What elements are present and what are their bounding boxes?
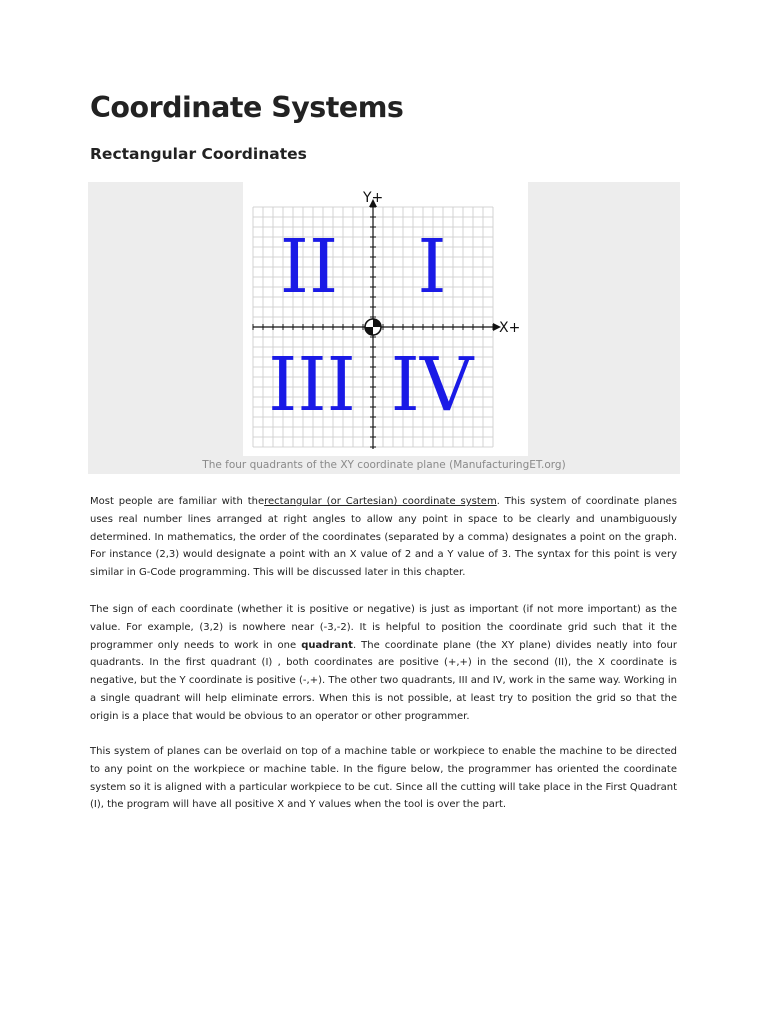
- quadrant-iii-label: III: [268, 342, 356, 428]
- paragraph-2: [90, 601, 677, 726]
- quadrant-diagram-svg: [243, 182, 528, 456]
- paragraph-1-text-start: Most people are familiar with the: [90, 496, 265, 507]
- origin-symbol-icon: [365, 319, 381, 335]
- y-axis-label: Y+: [363, 190, 384, 206]
- paragraph-2-text-end: . The coordinate plane (the XY plane) divides neatly into four quadrants. In the first quadrant (I) , both coordinates are positive (+,+) in the second (II), the X coordinate is negative, but the Y coordinate is positive (-,+). The other two quadrants, III and IV, work in the same way. Working in a single quadrant will help eliminate errors. When this is not possible, at least try to position the grid so that the origin is a place that would be obvious to an operator or other programmer.: [90, 639, 677, 722]
- paragraph-3: This system of planes can be overlaid on top of a machine table or workpiece to enable the machine to be directed to any point on the workpiece or machine table. In the figure below, the programmer has oriented the coordinate system so it is aligned with a particular workpiece to be cut. Since all the cutting will take place in the First Quadrant (I), the program will have all positive X and Y values when the tool is over the part.: [90, 746, 677, 811]
- section-heading: Rectangular Coordinates: [90, 145, 307, 163]
- cartesian-system-link[interactable]: rectangular (or Cartesian) coordinate system: [264, 496, 497, 507]
- quadrant-ii-label: II: [279, 224, 339, 310]
- paragraph-1-text-end: . This system of coordinate planes uses real number lines arranged at right angles to allow any point in space to be clearly and unambiguously determined. In mathematics, the order of the coordinates (separated by a comma) designates a point on the graph. For instance (2,3) would designate a point with an X value of 2 and a Y value of 3. The syntax for this point is very similar in G-Code programming. This will be discussed later in this chapter.: [90, 496, 677, 579]
- paragraph-2-text-start: The sign of each coordinate (whether it is positive or negative) is just as important (if not more important) as the value. For example, (3,2) is nowhere near (-3,-2). It is helpful to position the coordinate grid such that it the programmer only needs to work in one: [90, 604, 677, 651]
- quadrant-i-label: I: [417, 224, 447, 310]
- quadrant-diagram: [243, 182, 528, 456]
- quadrant-iv-label: IV: [390, 342, 474, 428]
- page-title: Coordinate Systems: [90, 91, 404, 124]
- x-axis-label: X+: [499, 320, 521, 336]
- figure-panel: [88, 182, 680, 474]
- quadrant-term: quadrant: [301, 639, 353, 651]
- figure-caption: The four quadrants of the XY coordinate plane (ManufacturingET.org): [202, 459, 566, 471]
- paragraph-1: [90, 493, 677, 582]
